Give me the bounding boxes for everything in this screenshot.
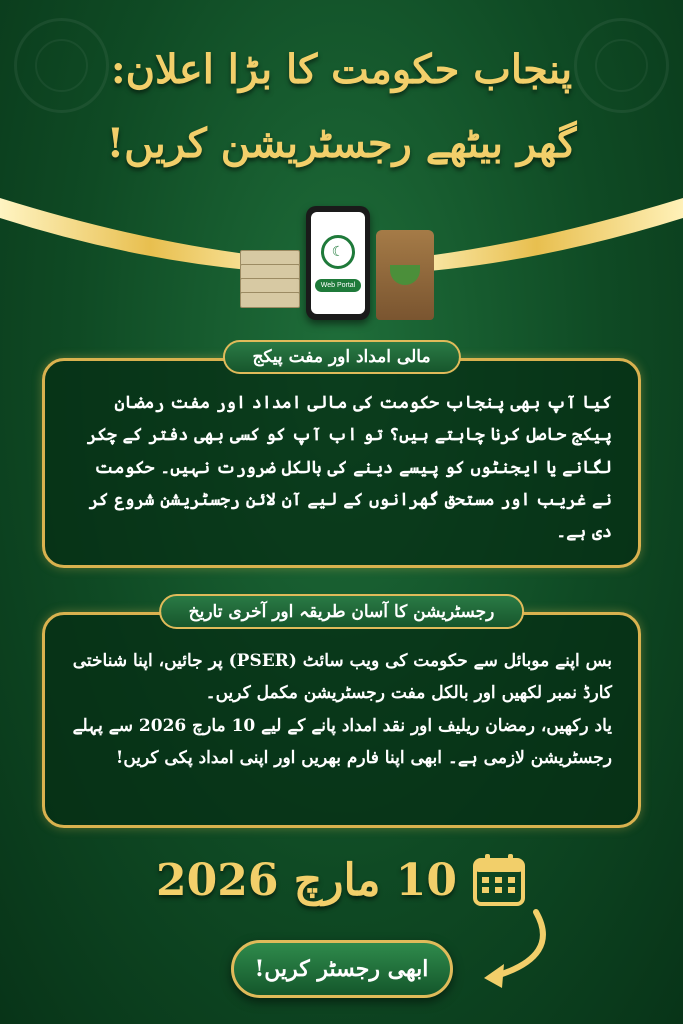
headline-line-1: پنجاب حکومت کا بڑا اعلان: <box>110 46 573 93</box>
ration-bag-icon <box>376 230 434 320</box>
section-label-financial-aid: مالی امداد اور مفت پیکج <box>222 340 460 374</box>
curved-arrow-icon <box>456 906 566 1006</box>
hero-illustration <box>236 198 446 328</box>
section-label-registration: رجسٹریشن کا آسان طریقہ اور آخری تاریخ <box>159 594 525 629</box>
calendar-icon <box>471 852 527 908</box>
phone-icon <box>306 206 370 320</box>
card-paragraph: یاد رکھیں، رمضان ریلیف اور نقد امداد پانے کے لیے 10 مارچ 2026 سے پہلے رجسٹریشن لازمی ہے۔ ابھی اپنا فارم بھریں اور اپنی امداد پکی کریں! <box>72 715 612 768</box>
deadline-date: 10 مارچ 2026 <box>156 854 457 906</box>
info-card-registration <box>42 612 641 828</box>
card-paragraph: کیا آپ بھی پنجاب حکومت کی مالی امداد اور مفت رمضان پیکج حاصل کرنا چاہتے ہیں؟ تو اب آپ کو کسی بھی دفتر کے چکر لگانے یا ایجنٹوں کو پیسے دینے کی بالکل ضرورت نہیں۔ حکومت نے غریب اور مستحق گھرانوں کے لیے آن لائن رجسٹریشن شروع کر دی ہے۔ <box>86 393 612 543</box>
cash-icon <box>240 250 304 318</box>
card-paragraph: بس اپنے موبائل سے حکومت کی ویب سائٹ (PSER) پر جائیں، اپنا شناختی کارڈ نمبر لکھیں اور بالکل مفت رجسٹریشن مکمل کریں۔ <box>72 651 612 704</box>
headline-line-2: گھر بیٹھے رجسٹریشن کریں! <box>106 120 577 167</box>
deadline-row <box>0 852 683 908</box>
punjab-logo-icon: ☾ <box>321 235 355 269</box>
web-portal-button: Web Portal <box>315 279 362 292</box>
info-card-financial-aid <box>42 358 641 568</box>
register-now-button[interactable]: ابھی رجسٹر کریں! <box>231 940 453 998</box>
